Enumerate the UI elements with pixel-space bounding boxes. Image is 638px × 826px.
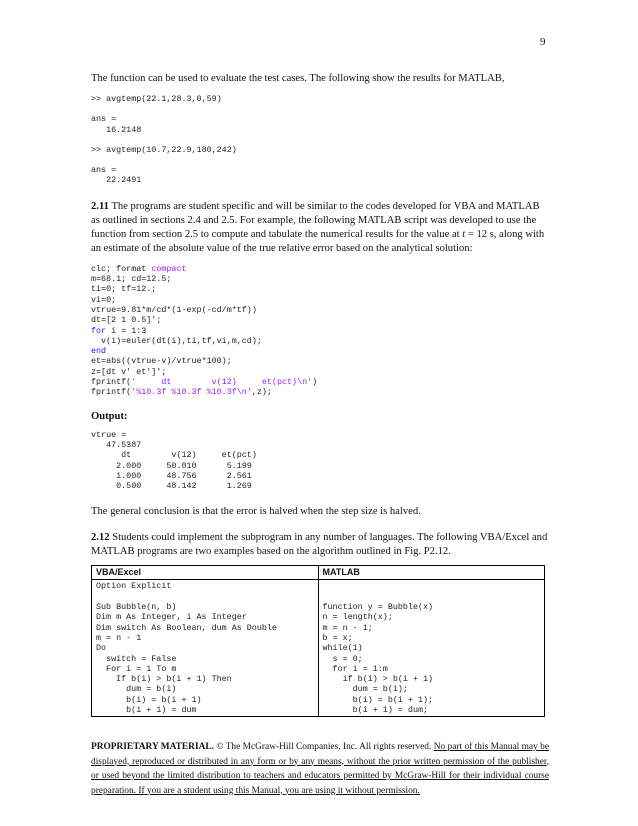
conclusion-text: The general conclusion is that the error is halved when the step size is halved. <box>91 506 421 518</box>
output-heading: Output: <box>91 410 128 422</box>
matlab-header: MATLAB <box>318 566 545 580</box>
problem-2-11: 2.11 The programs are student specific and will be similar to the codes developed for VBA and MATLAB as outlined in sections 2.4 and 2.5. For example, the following MATLAB script was developed to use the function from section 2.5 to compute and tabulate the numerical results for the value at t = 12 s, along with an estimate of the absolute value of the true relative error based on the analytical solution: <box>91 200 545 254</box>
footer-label: PROPRIETARY MATERIAL. <box>91 742 214 752</box>
vba-code: Option Explicit Sub Bubble(n, b) Dim m As Integer, i As Integer Dim switch As Boolean, dum As Double m = n - 1 Do switch = False For i = 1 To m If b(i) > b(i + 1) Then dum = b(i) b(i) = b(i + 1) b(i + 1) = dum <box>92 580 319 717</box>
output-block: vtrue = 47.5387 dt v(12) et(pct) 2.000 50.010 5.199 1.000 48.756 2.561 0.500 48.142 1.269 <box>91 429 257 492</box>
problem-2-11-number: 2.11 <box>91 200 109 212</box>
vba-header: VBA/Excel <box>92 566 319 580</box>
session1-ans: ans = <box>91 114 117 125</box>
page-number: 9 <box>540 36 546 48</box>
bubble-sort-table <box>91 565 545 717</box>
matlab-code: function y = Bubble(x) n = length(x); m = n - 1; b = x; while(1) s = 0; for i = 1:m if b(i) > b(i + 1) dum = b(i); b(i) = b(i + 1); b(i + 1) = dum; <box>318 580 545 717</box>
problem-2-12-number: 2.12 <box>91 532 110 544</box>
session2-ans: ans = <box>91 165 117 176</box>
session1-cmd: >> avgtemp(22.1,28.3,0,59) <box>91 94 222 104</box>
problem-2-12: 2.12 Students could implement the subprogram in any number of languages. The following VBA/Excel and MATLAB programs are two examples based on the algorithm outlined in Fig. P2.12. <box>91 532 548 558</box>
page-content <box>91 72 551 717</box>
copyright-footer: PROPRIETARY MATERIAL. © The McGraw-Hill Companies, Inc. All rights reserved. No part of this Manual may be displayed, reproduced or distributed in any form or by any means, without the prior written permission of the publisher, or used beyond the limited distribution to teachers and educators permitted by McGraw-Hill for their individual course preparation. If you are a student using this Manual, you are using it without permission. <box>91 742 550 796</box>
intro-text: The function can be used to evaluate the test cases. The following show the results for MATLAB, <box>91 73 505 84</box>
session2-value: 22.2491 <box>91 175 142 186</box>
session2-cmd: >> avgtemp(10.7,22.9,180,242) <box>91 144 237 155</box>
matlab-script: clc; format compact m=68.1; cd=12.5; ti=0; tf=12.; vi=0; vtrue=9.81*m/cd*(1-exp(-cd/m*tf)) dt=[2 1 0.5]'; for i = 1:3 v(i)=euler(dt(i),ti,tf,vi,m,cd); end et=abs((vtrue-v)/vtrue*100); z=[dt v' et']'; fprintf(' dt v(12) et(pct)\n') fprintf('%10.3f %10.3f %10.3f\n',z); <box>91 263 318 398</box>
session1-value: 16.2148 <box>91 124 142 135</box>
